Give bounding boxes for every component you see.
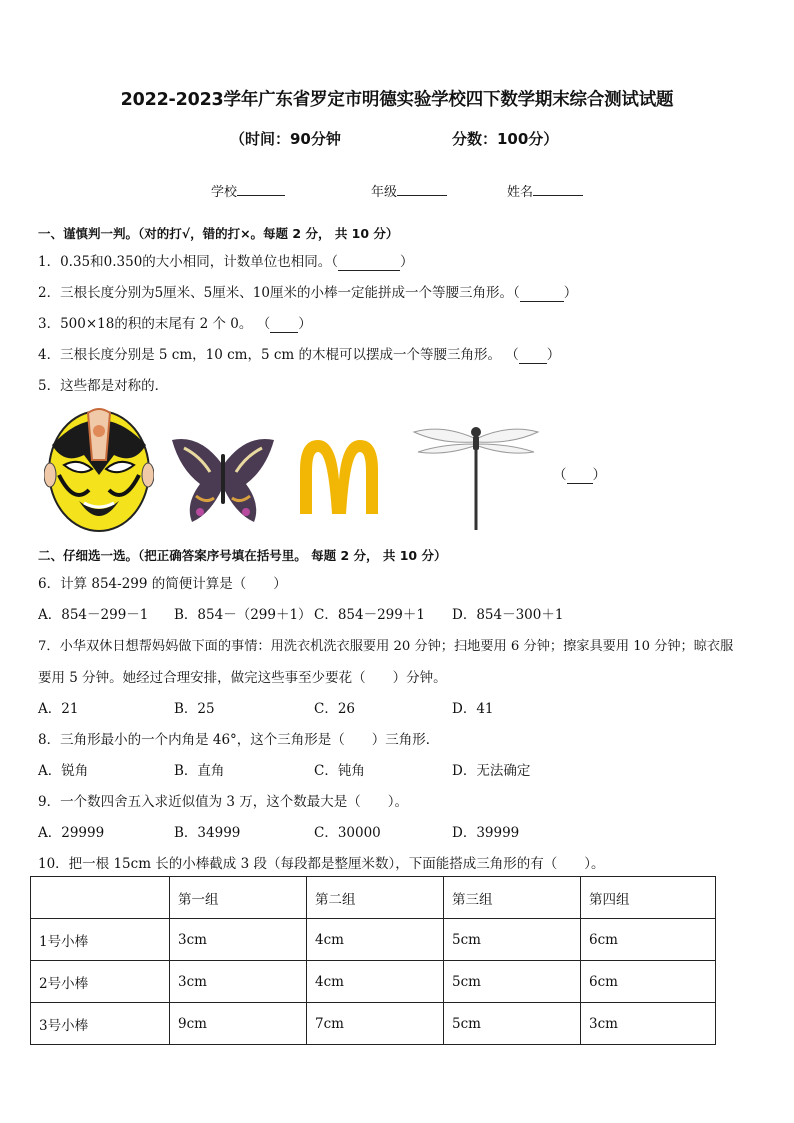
table-cell: 5cm — [444, 961, 581, 1003]
question-6: 6．计算 854-299 的简便计算是（ ） — [38, 576, 287, 592]
question-5-answer — [553, 463, 606, 484]
question-10: 10．把一根 15cm 长的小棒截成 3 段（每段都是整厘米数），下面能搭成三角形的有（ ）。 — [38, 856, 605, 872]
table-header-row — [31, 877, 716, 919]
school-blank[interactable] — [237, 182, 285, 196]
option-a[interactable]: A．29999 — [38, 825, 105, 841]
option-d[interactable]: D．39999 — [452, 825, 520, 841]
name-blank[interactable] — [533, 182, 583, 196]
stick-length-table — [30, 876, 716, 1045]
table-cell: 3号小棒 — [31, 1003, 170, 1045]
answer-blank-2[interactable] — [520, 285, 564, 302]
table-header-cell — [31, 877, 170, 919]
table-cell: 3cm — [170, 961, 307, 1003]
option-b[interactable]: B．直角 — [174, 763, 225, 779]
option-b[interactable]: B．854－（299＋1） — [174, 607, 312, 623]
option-c[interactable]: C．854－299＋1 — [314, 607, 425, 623]
section-2-heading: 二、仔细选一选。（把正确答案序号填在括号里。 每题 2 分， 共 10 分） — [38, 548, 447, 563]
option-d[interactable]: D．854－300＋1 — [452, 607, 564, 623]
option-c[interactable]: C．钝角 — [314, 763, 365, 779]
option-a[interactable]: A．锐角 — [38, 763, 89, 779]
table-cell: 2号小棒 — [31, 961, 170, 1003]
table-header-cell: 第二组 — [307, 877, 444, 919]
paren-close: ） — [298, 316, 312, 332]
question-5: 5．这些都是对称的． — [38, 378, 169, 394]
table-header-cell: 第一组 — [170, 877, 307, 919]
paren-close: ） — [546, 347, 561, 363]
table-cell: 6cm — [581, 961, 716, 1003]
answer-blank-4[interactable] — [519, 347, 547, 364]
answer-blank-3[interactable] — [270, 316, 298, 333]
table-cell: 7cm — [307, 1003, 444, 1045]
table-row — [31, 961, 716, 1003]
question-7-line1: 7．小华双休日想帮妈妈做下面的事情：用洗衣机洗衣服要用 20 分钟；扫地要用 6 分钟；擦家具要用 10 分钟；晾衣服 — [38, 639, 734, 654]
table-header-cell: 第三组 — [444, 877, 581, 919]
question-9: 9．一个数四舍五入求近似值为 3 万，这个数最大是（ ）。 — [38, 794, 409, 810]
butterfly-image — [170, 434, 276, 526]
table-cell: 3cm — [581, 1003, 716, 1045]
section-1-heading: 一、谨慎判一判。（对的打√，错的打×。每题 2 分， 共 10 分） — [38, 226, 399, 241]
paren-close: ） — [563, 285, 578, 301]
page-title: 2022-2023学年广东省罗定市明德实验学校四下数学期末综合测试试题 — [120, 90, 674, 110]
question-1-text: 1．0.35和0.350的大小相同，计数单位也相同。（ — [38, 254, 339, 270]
paren-close: ） — [592, 467, 606, 483]
table-cell: 3cm — [170, 919, 307, 961]
table-cell: 6cm — [581, 919, 716, 961]
mcdonalds-logo — [296, 440, 382, 514]
option-a[interactable]: A．21 — [38, 701, 79, 717]
dragonfly-image — [412, 420, 540, 532]
grade-label: 年级 — [371, 185, 398, 200]
school-field — [211, 181, 285, 200]
option-d[interactable]: D．无法确定 — [452, 763, 531, 779]
grade-blank[interactable] — [397, 182, 447, 196]
paren-close: ） — [400, 254, 414, 270]
option-b[interactable]: B．25 — [174, 701, 215, 717]
question-4 — [38, 343, 560, 364]
question-8: 8．三角形最小的一个内角是 46°，这个三角形是（ ）三角形． — [38, 732, 440, 748]
table-cell: 5cm — [444, 919, 581, 961]
table-row — [31, 919, 716, 961]
table-cell: 1号小棒 — [31, 919, 170, 961]
question-7-line2: 要用 5 分钟。她经过合理安排，做完这些事至少要花（ ）分钟。 — [38, 670, 447, 686]
question-1 — [38, 250, 414, 271]
exam-time: （时间：90分钟 — [230, 130, 341, 148]
grade-field — [371, 181, 447, 200]
table-header-cell: 第四组 — [581, 877, 716, 919]
option-d[interactable]: D．41 — [452, 701, 494, 717]
question-2 — [38, 281, 577, 302]
question-3-text: 3．500×18的积的末尾有 2 个 0。 （ — [38, 316, 271, 332]
table-cell: 4cm — [307, 961, 444, 1003]
answer-blank-5[interactable] — [567, 467, 593, 484]
question-3 — [38, 312, 312, 333]
answer-blank-1[interactable] — [338, 254, 400, 271]
table-cell: 4cm — [307, 919, 444, 961]
option-a[interactable]: A．854－299－1 — [38, 607, 149, 623]
table-row — [31, 1003, 716, 1045]
table-cell: 5cm — [444, 1003, 581, 1045]
option-b[interactable]: B．34999 — [174, 825, 241, 841]
option-c[interactable]: C．26 — [314, 701, 356, 717]
school-label: 学校 — [211, 185, 238, 200]
question-4-text: 4．三根长度分别是 5 cm，10 cm，5 cm 的木棍可以摆成一个等腰三角形。 （ — [38, 347, 519, 363]
name-label: 姓名 — [507, 185, 534, 200]
opera-mask-image — [44, 405, 154, 533]
table-cell: 9cm — [170, 1003, 307, 1045]
exam-score: 分数：100分） — [452, 130, 559, 148]
question-2-text: 2．三根长度分别为5厘米、5厘米、10厘米的小棒一定能拼成一个等腰三角形。（ — [38, 285, 520, 301]
paren-open: （ — [553, 467, 567, 483]
name-field — [507, 181, 583, 200]
option-c[interactable]: C．30000 — [314, 825, 381, 841]
